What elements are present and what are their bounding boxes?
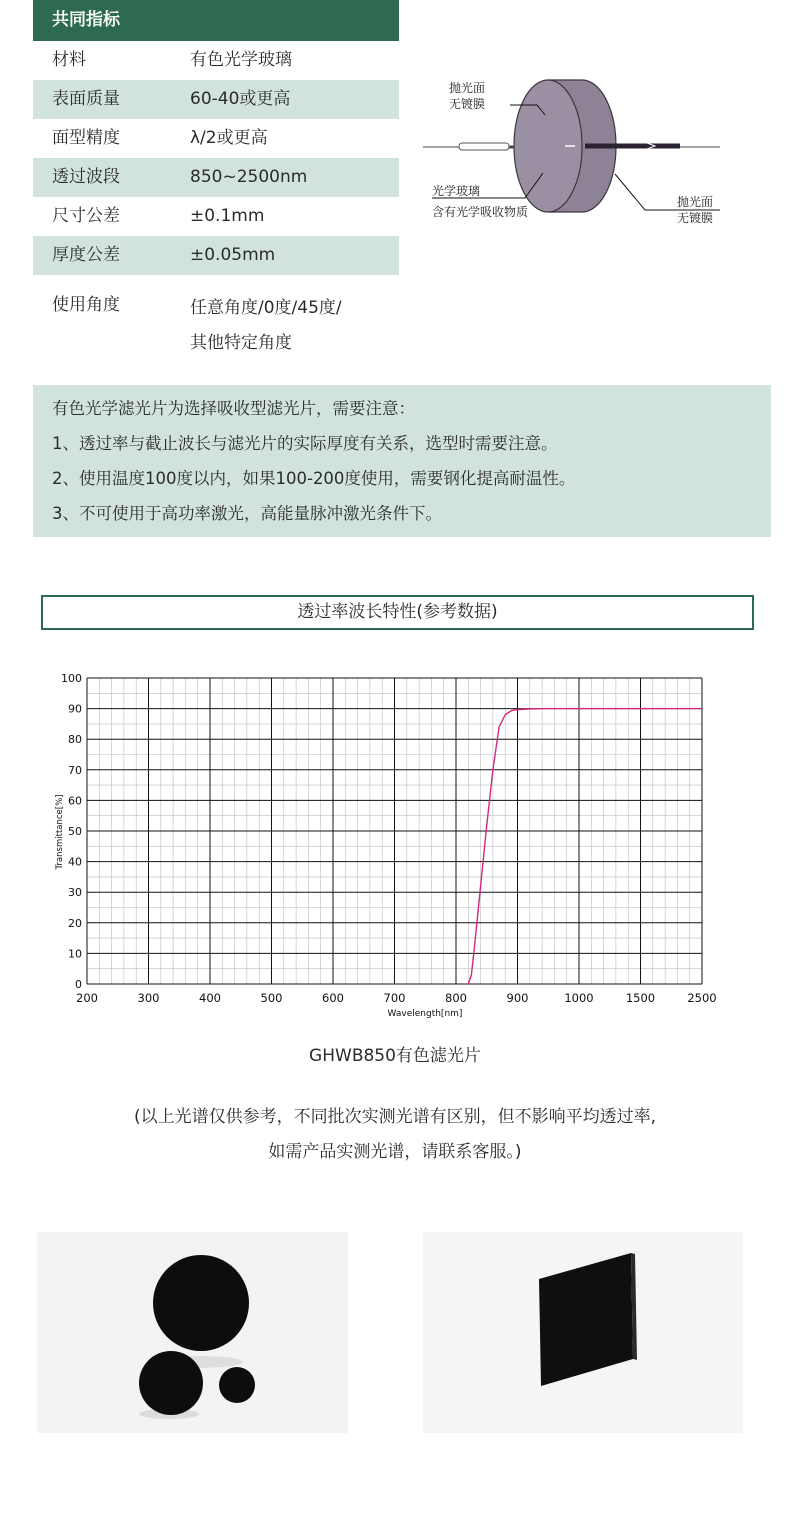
transmittance-chart — [40, 665, 730, 1025]
y-tick-label: 100 — [61, 672, 82, 685]
spec-value: 60-40或更高 — [190, 89, 291, 109]
spec-label: 面型精度 — [52, 128, 120, 148]
spec-label: 尺寸公差 — [52, 206, 120, 226]
filter-diagram — [415, 70, 745, 240]
square-filter-image — [423, 1232, 743, 1433]
x-tick-label: 800 — [445, 991, 467, 1005]
x-tick-label: 700 — [383, 991, 406, 1005]
y-tick-label: 70 — [68, 763, 82, 777]
spec-row-size-tolerance — [33, 197, 399, 236]
x-tick-label: 500 — [260, 991, 283, 1005]
x-tick-label: 2500 — [687, 991, 717, 1005]
notes-item-1: 1、透过率与截止波长与滤光片的实际厚度有关系，选型时需要注意。 — [52, 434, 558, 453]
spec-label-angle: 使用角度 — [52, 295, 120, 315]
y-tick-label: 90 — [68, 702, 82, 716]
y-tick-label: 50 — [68, 825, 82, 838]
spec-row-thickness-tolerance — [33, 236, 399, 275]
spec-table-title — [33, 0, 399, 41]
notes-item-2: 2、使用温度100度以内，如果100-200度使用，需要钢化提高耐温性。 — [52, 469, 576, 488]
y-tick-label: 10 — [68, 947, 82, 961]
label-polished-top-1: 抛光面 — [449, 81, 486, 95]
y-tick-label: 30 — [68, 886, 82, 900]
spec-label: 材料 — [52, 50, 86, 70]
spec-value-angle — [190, 291, 342, 361]
spec-label: 厚度公差 — [52, 245, 120, 265]
round-filter-small — [219, 1367, 255, 1403]
spec-value: 850~2500nm — [190, 167, 308, 187]
round-filters-image — [37, 1232, 348, 1433]
spec-value: 有色光学玻璃 — [190, 50, 292, 70]
round-filter-medium — [139, 1351, 203, 1415]
spec-row-material — [33, 41, 399, 80]
x-tick-label: 1500 — [625, 991, 656, 1005]
fiber-input — [459, 143, 509, 150]
label-polished-right-1: 抛光面 — [677, 195, 714, 209]
y-tick-label: 60 — [68, 794, 82, 808]
y-tick-label: 40 — [68, 855, 82, 869]
spec-row-surface-accuracy — [33, 119, 399, 158]
spec-table-title-text: 共同指标 — [52, 10, 120, 30]
x-tick-label: 1000 — [564, 991, 594, 1005]
disclaimer-line-2: 如需产品实测光谱，请联系客服。) — [268, 1142, 522, 1162]
x-tick-label: 200 — [76, 991, 98, 1005]
spec-value-angle-line2: 其他特定角度 — [190, 333, 292, 353]
x-tick-label: 600 — [322, 991, 344, 1005]
spec-value-angle-line1: 任意角度/0度/45度/ — [190, 298, 342, 318]
x-tick-label: 900 — [506, 991, 529, 1005]
y-axis-label: Transmittance[%] — [55, 794, 65, 870]
notes-box — [33, 385, 771, 537]
spec-row-surface-quality — [33, 80, 399, 119]
x-tick-label: 400 — [199, 991, 221, 1005]
notes-item-3: 3、不可使用于高功率激光，高能量脉冲激光条件下。 — [52, 504, 442, 523]
spec-row-transmission-band — [33, 158, 399, 197]
label-glass-1: 光学玻璃 — [432, 184, 481, 198]
disclaimer-line-1: (以上光谱仅供参考，不同批次实测光谱有区别，但不影响平均透过率, — [133, 1107, 657, 1127]
x-tick-labels — [76, 991, 717, 1005]
x-tick-label: 300 — [137, 991, 160, 1005]
label-polished-top-2: 无镀膜 — [449, 97, 486, 111]
x-axis-label: Wavelength[nm] — [387, 1009, 463, 1019]
spec-value: ±0.05mm — [190, 245, 276, 265]
y-tick-label: 20 — [68, 916, 82, 930]
spec-label: 透过波段 — [52, 167, 120, 187]
spec-label: 表面质量 — [52, 89, 120, 109]
notes-intro: 有色光学滤光片为选择吸收型滤光片，需要注意： — [52, 399, 415, 418]
spec-value: λ/2或更高 — [190, 128, 268, 148]
chart-caption: GHWB850有色滤光片 — [309, 1046, 481, 1066]
spec-value: ±0.1mm — [190, 206, 265, 226]
product-photo-square — [423, 1232, 743, 1433]
y-tick-label: 0 — [75, 978, 82, 991]
y-tick-label: 80 — [68, 733, 82, 747]
round-filter-large — [153, 1255, 249, 1351]
chart-title: 透过率波长特性(参考数据) — [41, 595, 754, 630]
product-photo-round — [37, 1232, 348, 1433]
label-glass-2: 含有光学吸收物质 — [432, 205, 529, 219]
label-polished-right-2: 无镀膜 — [677, 211, 714, 225]
